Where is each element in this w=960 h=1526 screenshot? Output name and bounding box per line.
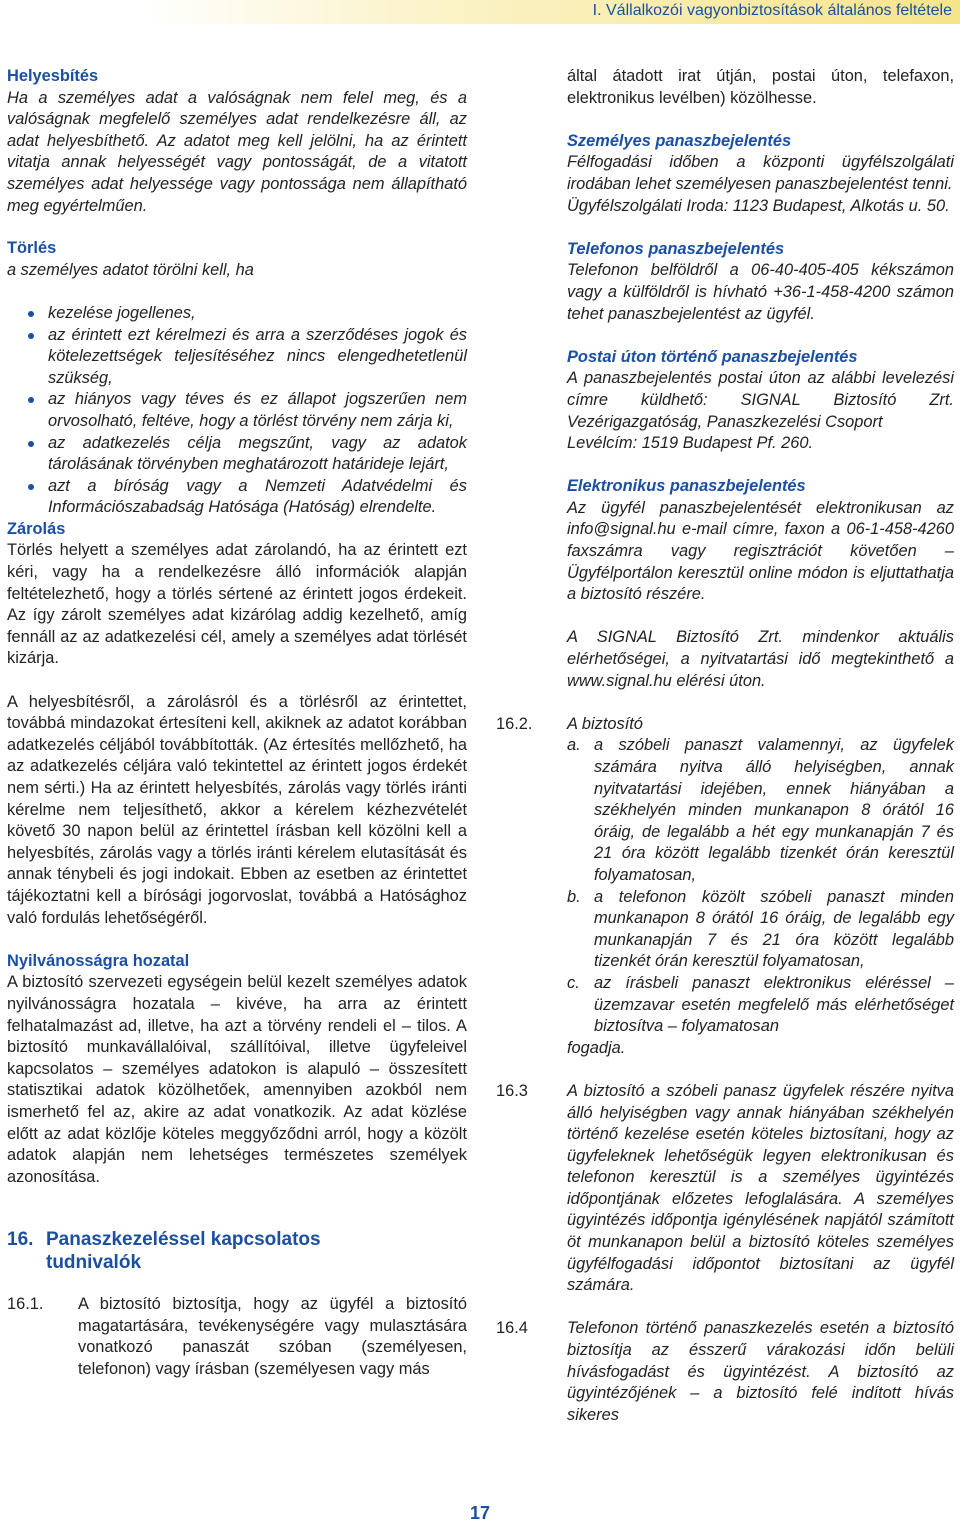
signal-contact-text: A SIGNAL Biztosító Zrt. mindenkor aktuális elérhetőségei, a nyitvatartási idő megtekinthető a www.signal.hu elérési úton.: [567, 628, 954, 690]
postai-text: A panaszbejelentés postai úton az alábbi levelezési címre küldhető: SIGNAL Biztosító Zrt. Vezérigazgatóság, Panaszkezelési Csoport: [567, 369, 954, 431]
heading-szemelyes: Személyes panaszbejelentés: [567, 131, 792, 150]
paragraph-text: A biztosító a szóbeli panasz ügyfelek részére nyitva álló helyiségben vagy annak hiányában székhelyén történő kezelése esetén köteles biztosítani, hogy az ügyfeleknek lehetőségük legyen elektronikusan és telefonon keresztül is a személyes ügyintézés időpontjának előzetes lefoglalására. A személyes ügyintézés időpontja igénylésének napjától számított öt munkanapon belül a biztosító köteles személyes ügyfélfogadási időpontot biztosítani az ügyfél számára.: [567, 1081, 954, 1295]
paragraph-text: A biztosító biztosítja, hogy az ügyfél a biztosító magatartására, tevékenységére vagy mulasztására vonatkozó panaszát szóban (személyesen, telefonon) vagy írásban (személyesen vagy más: [78, 1295, 467, 1379]
paragraph-16-1: [7, 1294, 467, 1380]
heading-zarolas: Zárolás: [7, 519, 66, 538]
list-text: a szóbeli panaszt valamennyi, az ügyfelek számára nyitva álló helyiségben, annak nyitvatartási idejében, ennek hiányában a székhelyén minden munkanapon 8 órától 16 óráig, de legalább a hét egy munkanapján 7 és 21 óra között legalább tizenkét órán keresztül folyamatosan,: [594, 736, 954, 884]
heading-telefonos: Telefonos panaszbejelentés: [567, 239, 785, 258]
continued-text: által átadott irat útján, postai úton, telefaxon, elektronikus levélben) közölhesse.: [567, 67, 954, 107]
list-item: [567, 735, 954, 886]
header-title: I. Vállalkozói vagyonbiztosítások általános feltétele: [592, 2, 952, 19]
paragraph-number: 16.4: [496, 1319, 528, 1338]
ugyfelszolgalat-address: Ügyfélszolgálati Iroda: 1123 Budapest, Alkotás u. 50.: [567, 196, 950, 215]
heading-torles: Törlés: [7, 239, 57, 258]
postai-levelcim: Levélcím: 1519 Budapest Pf. 260.: [567, 434, 814, 453]
paragraph-number: 16.2.: [496, 714, 533, 733]
list-item: az hiányos vagy téves és ez állapot jogszerűen nem orvosolható, feltéve, hogy a törlést törvény nem zárja ki,: [7, 389, 467, 432]
paragraph-text: Telefonon történő panaszkezelés esetén a biztosító biztosítja az ésszerű várakozási időn belüli hívásfogadást és ügyintézést. A biztosító az ügyintézőjének – a biztosító felé indított hívás sikeres: [567, 1319, 954, 1424]
list-text: az írásbeli panaszt elektronikus eléréssel – üzemzavar esetén megfelelő más elérhetőséget biztosítva – folyamatosan: [594, 973, 954, 1036]
list-marker: a.: [567, 736, 581, 755]
heading-elektronikus: Elektronikus panaszbejelentés: [567, 477, 806, 496]
ertesites-text: A helyesbítésről, a zárolásról és a törlésről az érintettet, továbbá mindazokat értesíteni kell, akiknek az adatot korábban adatkezelés céljából továbbították. (Az értesítés mellőzhető, ha az adatkezelés céljára való tekintettel az érintett jogos érdekét nem sérti.) Ha az érintett helyesbítés, zárolás vagy törlés iránti kérelme nem teljesíthető, akkor a kérelem kézhezvételét követő 30 napon belül az érintettel írásban kell közölni kell a helyesbítés, zárolás vagy a törlés iránti kérelem elutasítását és annak ténybeli és jogi indokait. Ebben az esetben az érintettet tájékoztatni kell a bírósági jogorvoslat, továbbá a Hatósághoz való fordulás lehetőségéről.: [7, 692, 467, 927]
page-number: 17: [469, 1503, 491, 1523]
list-item: az érintett ezt kérelmezi és arra a szerződéses jogok és kötelezettségek teljesítéséhez nincs elengedhetetlenül szükség,: [7, 325, 467, 390]
paragraph-number: 16.3: [496, 1081, 528, 1100]
helyesbites-text: Ha a személyes adat a valóságnak nem felel meg, és a valóságnak megfelelő személyes adat rendelkezésre áll, az adat helyesbíthető. Az adatot meg kell jelölni, ha az érintett vitatja annak helyességét vagy pontosságát, de a vitatott személyes adat helyessége vagy pontossága nem állapítható meg egyértelműen.: [7, 88, 467, 215]
list-item: az adatkezelés célja megszűnt, vagy az adatok tárolásának törvényben meghatározott határideje lejárt,: [7, 433, 467, 476]
szemelyes-text: Félfogadási időben a központi ügyfélszolgálati irodában lehet személyesen panaszbejelentést tenni.: [567, 153, 954, 193]
paragraph-text: A biztosító: [567, 714, 643, 733]
list-text: a telefonon közölt szóbeli panaszt minden munkanapon 8 órától 16 óráig, de legalább egy munkanapján 7 és 21 óra között legalább tizenkét órán keresztül folyamatosan,: [594, 887, 954, 971]
list-item: [567, 887, 954, 973]
nyilvanossag-text: A biztosító szervezeti egységein belül kezelt személyes adatok nyilvánosságra hozatala – kivéve, ha arra az érintett felhatalmazást ad, illetve, ha azt a törvény rendeli el – tilos. A biztosító munkavállalóival, szállítóival, illetve ügyfeleivel kapcsolatos – személyes adatokon is alapuló – összesített statisztikai adatok közölhetőek, amennyiben azokból nem ismerhető fel az, akire az adat vonatkozik. Az adat közlése előtt az adat közlője köteles meggyőződni arról, hogy a közölt adatok alapján nem lehetséges természetes személyek azonosítása.: [7, 973, 467, 1186]
list-item: [567, 973, 954, 1038]
section-number: 16.: [7, 1229, 34, 1251]
heading-postai: Postai úton történő panaszbejelentés: [567, 347, 858, 366]
section-title-line2: tudnivalók: [46, 1252, 142, 1274]
section-title: [7, 1228, 467, 1274]
heading-helyesbites: Helyesbítés: [7, 67, 99, 85]
telefonos-text: Telefonon belföldről a 06-40-405-405 kékszámon vagy a külföldről is hívható +36-1-458-4200 számon tehet panaszbejelentést az ügyfél.: [567, 261, 954, 323]
list-marker: c.: [567, 973, 580, 992]
heading-nyilvanossag: Nyilvánosságra hozatal: [7, 951, 190, 970]
paragraph-end: fogadja.: [567, 1038, 626, 1057]
section-title-line1: Panaszkezeléssel kapcsolatos: [46, 1229, 321, 1251]
left-column: [7, 66, 467, 1381]
paragraph-number: 16.1.: [7, 1295, 44, 1314]
page-header: [140, 0, 960, 24]
zarolas-text: Törlés helyett a személyes adat zárolandó, ha az érintett ezt kéri, vagy ha a rendelkezésre álló információk alapján feltételezhető, hogy a törlés sértené az érintett jogos érdekeit. Az így zárolt személyes adat kizárólag addig kezelhető, amíg fennáll az az adatkezelési cél, amely a személyes adat törlését kizárja.: [7, 541, 467, 668]
elektronikus-text: Az ügyfél panaszbejelentését elektronikusan az info@signal.hu e-mail címre, faxon a 06-1-458-4260 faxszámra vagy regisztrációt követően – Ügyfélportálon keresztül online módon is eljuttathatja a biztosító részére.: [567, 498, 954, 604]
paragraph-16-4: [496, 1318, 954, 1426]
right-column: [496, 66, 954, 1426]
torles-intro: a személyes adatot törölni kell, ha: [7, 260, 254, 279]
list-marker: b.: [567, 887, 581, 906]
list-item: kezelése jogellenes,: [7, 303, 467, 325]
paragraph-16-2-list: [496, 735, 954, 1059]
torles-list: [7, 303, 467, 519]
list-item: azt a bíróság vagy a Nemzeti Adatvédelmi és Információszabadság Hatósága (Hatóság) elrendelte.: [7, 476, 467, 519]
paragraph-16-2: [496, 714, 954, 736]
paragraph-16-3: [496, 1081, 954, 1297]
